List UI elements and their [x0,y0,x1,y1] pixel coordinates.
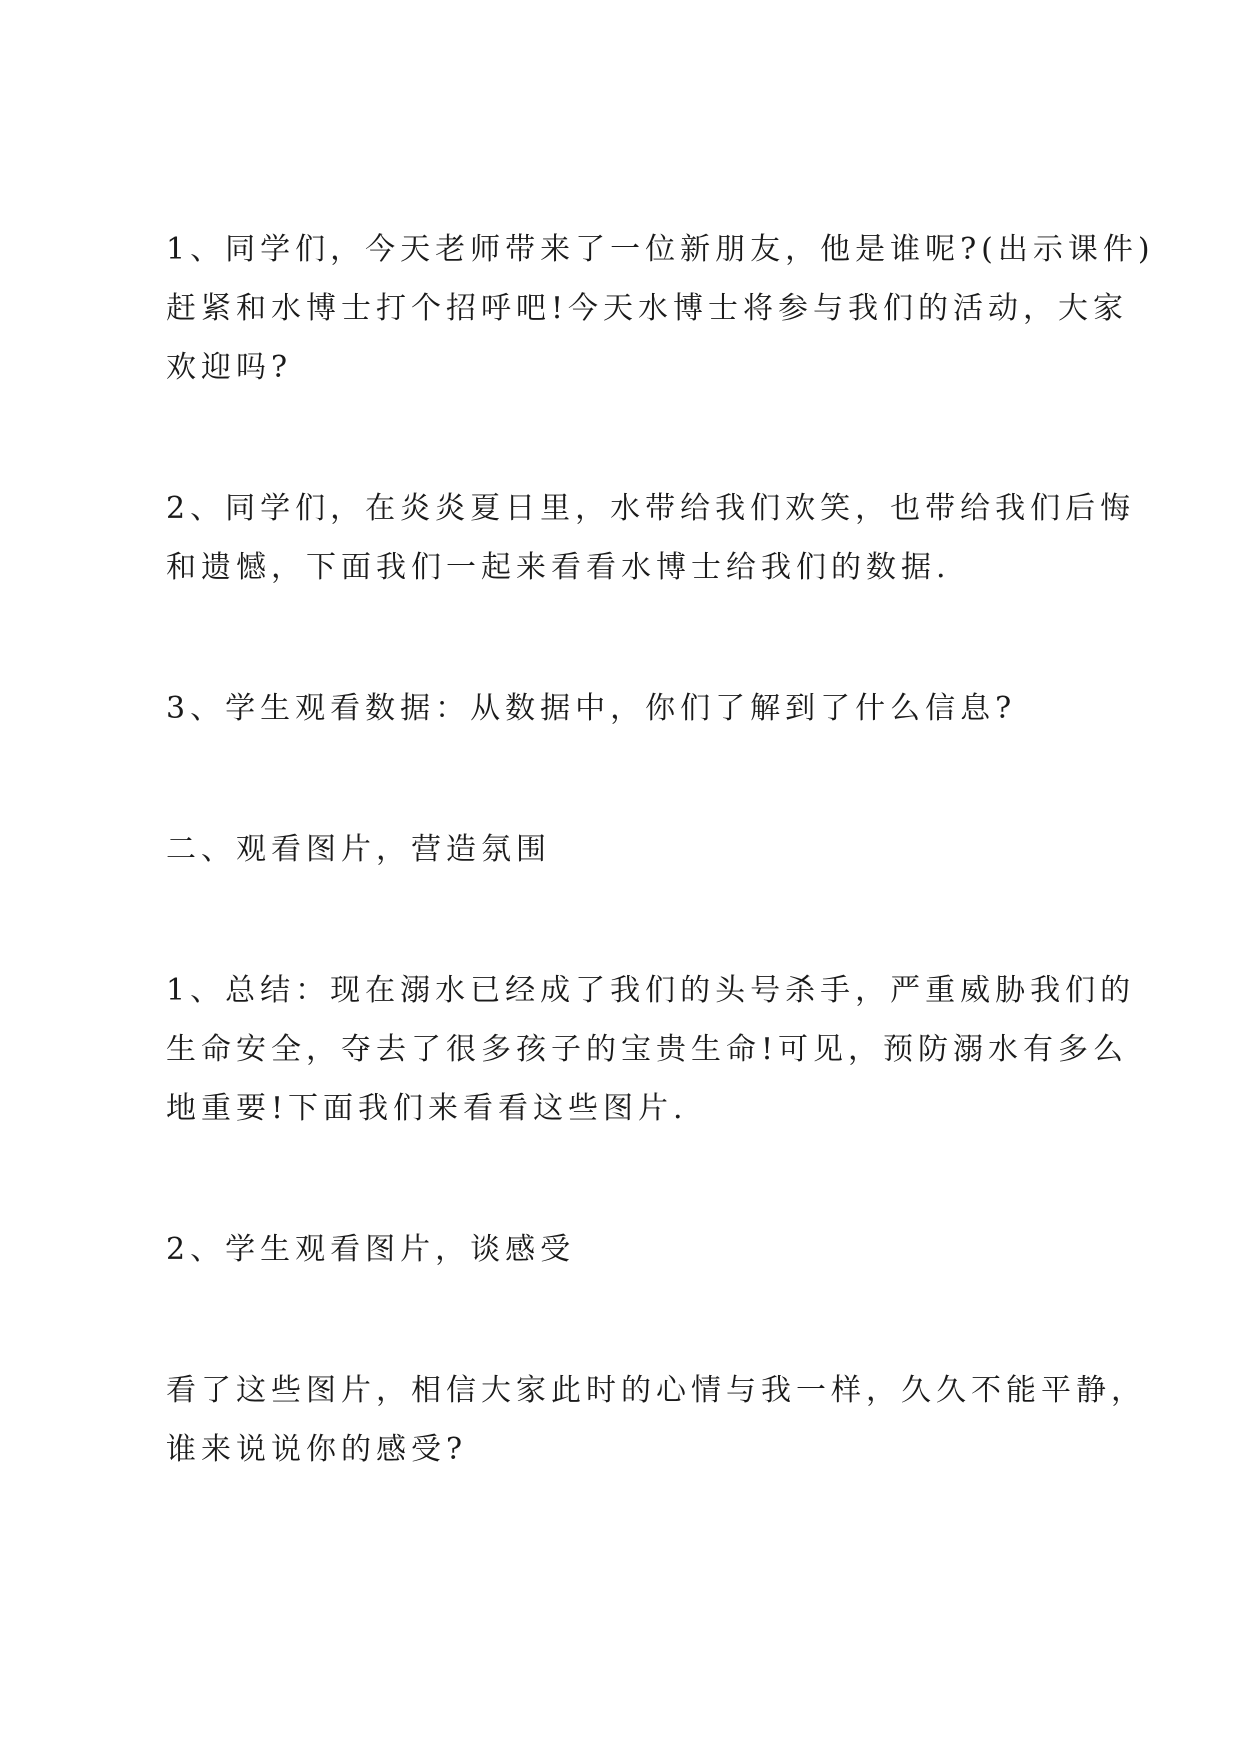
text-line: 1、同学们，今天老师带来了一位新朋友，他是谁呢?(出示课件) [166,232,1155,267]
text-line: 看了这些图片，相信大家此时的心情与我一样，久久不能平静， [166,1373,1146,1408]
text-line: 2、同学们，在炎炎夏日里，水带给我们欢笑，也带给我们后悔 [166,491,1136,526]
paragraph-watch-data [166,679,1086,738]
paragraph-feelings [166,1361,1146,1479]
text-line: 欢迎吗? [166,350,293,385]
paragraph-watch-pictures [166,1220,1086,1279]
text-line: 1、总结：现在溺水已经成了我们的头号杀手，严重威胁我们的 [166,973,1136,1008]
text-line: 生命安全，夺去了很多孩子的宝贵生命!可见，预防溺水有多么 [166,1032,1129,1067]
text-line: 赶紧和水博士打个招呼吧!今天水博士将参与我们的活动，大家 [166,291,1129,326]
text-line: 和遗憾，下面我们一起来看看水博士给我们的数据. [166,550,951,585]
document-body [166,220,1155,1561]
paragraph-summary [166,961,1136,1138]
paragraph-summer-water [166,479,1136,597]
text-line: 谁来说说你的感受? [166,1432,468,1467]
text-line: 2、学生观看图片，谈感受 [166,1232,576,1267]
paragraph-intro-new-friend [166,220,1155,397]
text-line: 二、观看图片，营造氛围 [166,832,551,867]
text-line: 地重要!下面我们来看看这些图片. [166,1091,688,1126]
text-line: 3、学生观看数据：从数据中，你们了解到了什么信息? [166,691,1017,726]
section-heading [166,820,1086,879]
